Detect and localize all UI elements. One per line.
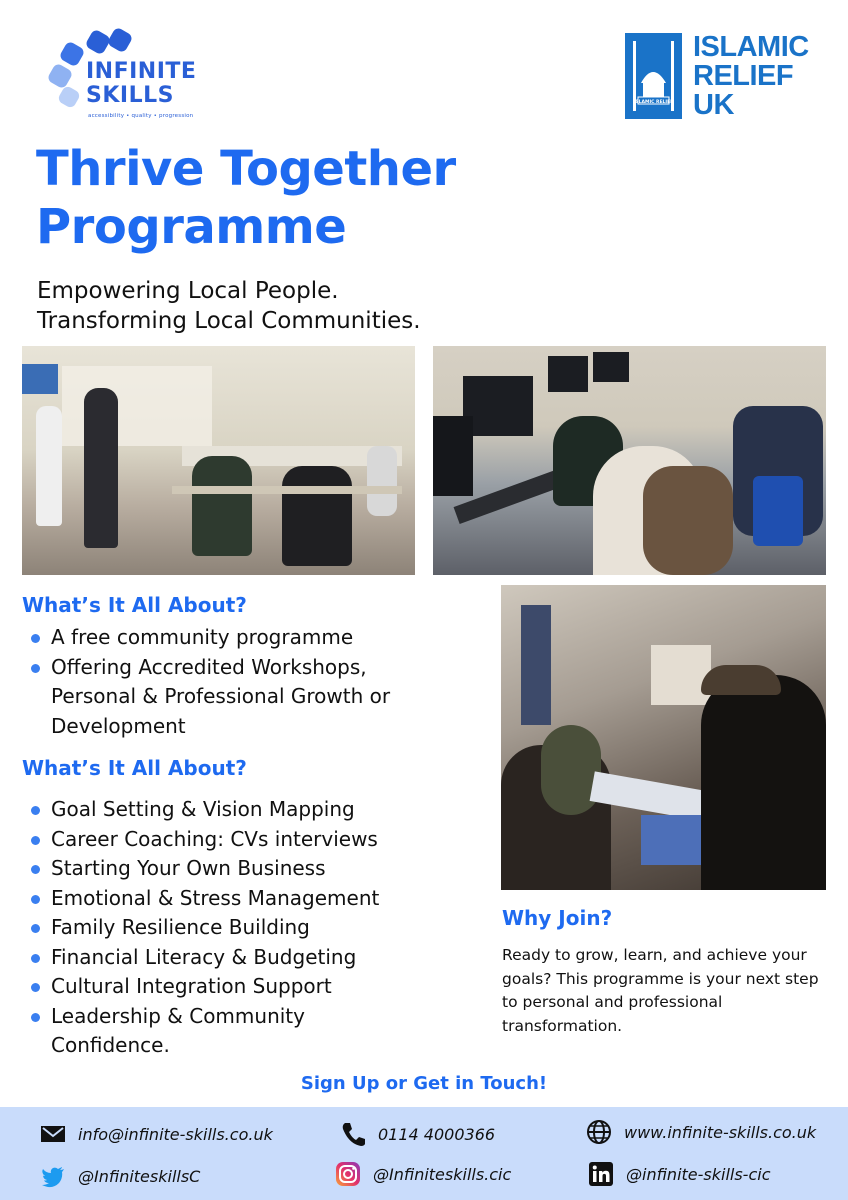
hexagon-icon (57, 85, 82, 110)
mosque-emblem-icon (625, 33, 682, 119)
page-title: Thrive Together Programme (36, 141, 456, 255)
hexagon-icon (46, 62, 73, 89)
email-link[interactable]: info@infinite-skills.co.uk (78, 1124, 273, 1144)
about-list (26, 623, 426, 741)
islamic-relief-wordmark: ISLAMIC RELIEF UK (693, 31, 809, 121)
linkedin-handle[interactable]: @infinite-skills-cic (626, 1164, 771, 1184)
instagram-handle[interactable]: @Infiniteskills.cic (373, 1164, 512, 1184)
contact-footer (0, 1107, 848, 1200)
phone-contact[interactable] (340, 1121, 495, 1147)
instagram-icon (335, 1161, 361, 1187)
website-contact[interactable] (586, 1119, 816, 1145)
list-item: Offering Accredited Workshops, Personal & Professional Growth or Development (26, 653, 426, 742)
islamic-relief-logo (625, 33, 825, 123)
workshop-photo (22, 346, 415, 575)
list-item: Family Resilience Building (26, 913, 446, 943)
linkedin-contact[interactable] (588, 1161, 770, 1187)
why-join-heading: Why Join? (502, 906, 613, 930)
list-item: Career Coaching: CVs interviews (26, 825, 446, 855)
phone-icon (340, 1121, 366, 1147)
list-item: Financial Literacy & Budgeting (26, 943, 446, 973)
topics-heading: What’s It All About? (22, 756, 247, 780)
website-link[interactable]: www.infinite-skills.co.uk (624, 1122, 817, 1142)
globe-icon (586, 1119, 612, 1145)
list-item: Leadership & Community Confidence. (26, 1002, 356, 1061)
signup-heading: Sign Up or Get in Touch! (300, 1073, 548, 1094)
list-item: Emotional & Stress Management (26, 884, 446, 914)
infinite-skills-tagline: accessibility • quality • progression (88, 113, 194, 119)
emblem-badge-text: ISLAMIC RELIEF (633, 100, 674, 105)
hexagon-icon (58, 40, 85, 67)
mail-icon (40, 1121, 66, 1147)
hexagon-icon (106, 26, 133, 53)
about-heading: What’s It All About? (22, 593, 247, 617)
twitter-handle[interactable]: @InfiniteskillsC (78, 1166, 201, 1186)
list-item: Starting Your Own Business (26, 854, 446, 884)
list-item: Goal Setting & Vision Mapping (26, 795, 446, 825)
twitter-contact[interactable] (40, 1163, 200, 1189)
why-join-body: Ready to grow, learn, and achieve your goals? This programme is your next step to personal and professional transformation. (502, 946, 819, 1035)
page-subtitle: Empowering Local People. Transforming Local Communities. (37, 278, 421, 334)
phone-number[interactable]: 0114 4000366 (378, 1124, 496, 1144)
topics-list (26, 795, 446, 1061)
infinite-skills-wordmark: INFINITE SKILLS (86, 59, 197, 108)
community-event-photo (501, 585, 826, 890)
computer-lab-photo (433, 346, 826, 575)
twitter-icon (40, 1163, 66, 1189)
list-item: A free community programme (26, 623, 426, 653)
instagram-contact[interactable] (335, 1161, 511, 1187)
email-contact[interactable] (40, 1121, 273, 1147)
linkedin-icon (588, 1161, 614, 1187)
list-item: Cultural Integration Support (26, 972, 446, 1002)
infinite-skills-logo (48, 30, 218, 125)
